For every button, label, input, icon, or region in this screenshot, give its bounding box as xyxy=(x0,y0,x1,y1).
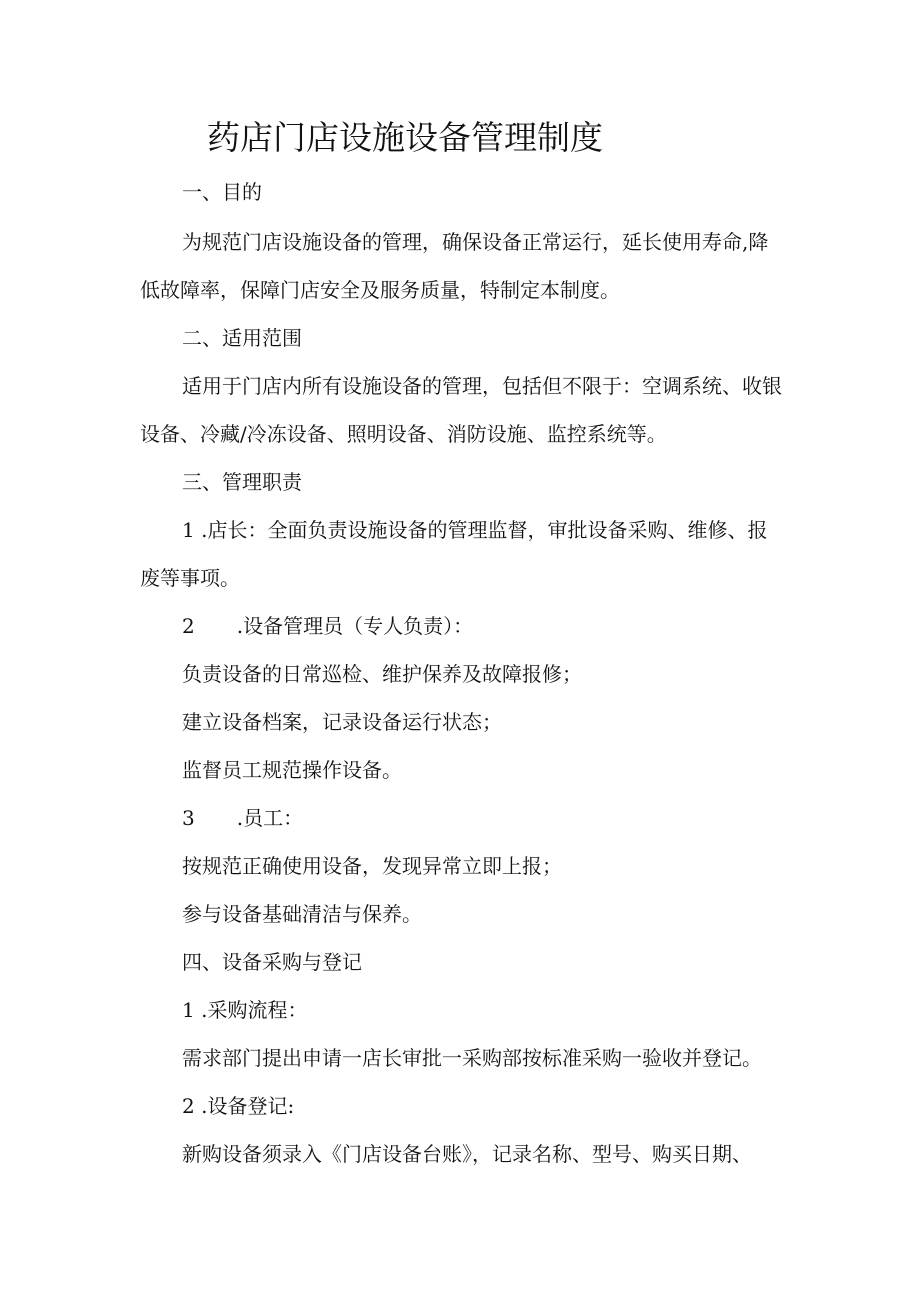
paragraph-line: 按规范正确使用设备，发现异常立即上报； xyxy=(182,854,562,878)
paragraph-line: 需求部门提出申请一店长审批一采购部按标准采购一验收并登记。 xyxy=(182,1046,762,1070)
paragraph-line: 废等事项。 xyxy=(140,566,240,590)
paragraph-line: 新购设备须录入《门店设备台账》，记录名称、型号、购买日期、 xyxy=(182,1142,752,1166)
paragraph-line: 负责设备的日常巡检、维护保养及故障报修； xyxy=(182,662,582,686)
paragraph-line: 1 .采购流程： xyxy=(182,998,308,1022)
paragraph-line: 建立设备档案，记录设备运行状态； xyxy=(182,710,502,734)
item-number: 3 xyxy=(182,806,195,830)
section-heading-scope: 二、适用范围 xyxy=(182,326,302,350)
numbered-item-3 xyxy=(182,804,303,832)
item-number: 2 xyxy=(182,614,195,638)
item-text: .设备管理员（专人负责）： xyxy=(236,614,474,638)
section-heading-purpose: 一、目的 xyxy=(182,180,262,204)
numbered-item-2 xyxy=(182,612,473,640)
section-heading-responsibilities: 三、管理职责 xyxy=(182,470,302,494)
paragraph-line: 2 .设备登记: xyxy=(182,1094,295,1118)
document-title: 药店门店设施设备管理制度 xyxy=(207,118,603,157)
section-heading-procurement: 四、设备采购与登记 xyxy=(182,950,362,974)
item-text: .员工： xyxy=(236,806,304,830)
paragraph-line: 设备、冷藏/冷冻设备、照明设备、消防设施、监控系统等。 xyxy=(140,422,667,446)
paragraph-line: 低故障率，保障门店安全及服务质量，特制定本制度。 xyxy=(140,278,620,302)
paragraph-line: 适用于门店内所有设施设备的管理，包括但不限于：空调系统、收银 xyxy=(182,374,782,398)
paragraph-line: 为规范门店设施设备的管理，确保设备正常运行，延长使用寿命,降 xyxy=(182,230,769,254)
paragraph-line: 1 .店长：全面负责设施设备的管理监督，审批设备采购、维修、报 xyxy=(182,518,768,542)
paragraph-line: 参与设备基础清洁与保养。 xyxy=(182,902,422,926)
paragraph-line: 监督员工规范操作设备。 xyxy=(182,758,402,782)
